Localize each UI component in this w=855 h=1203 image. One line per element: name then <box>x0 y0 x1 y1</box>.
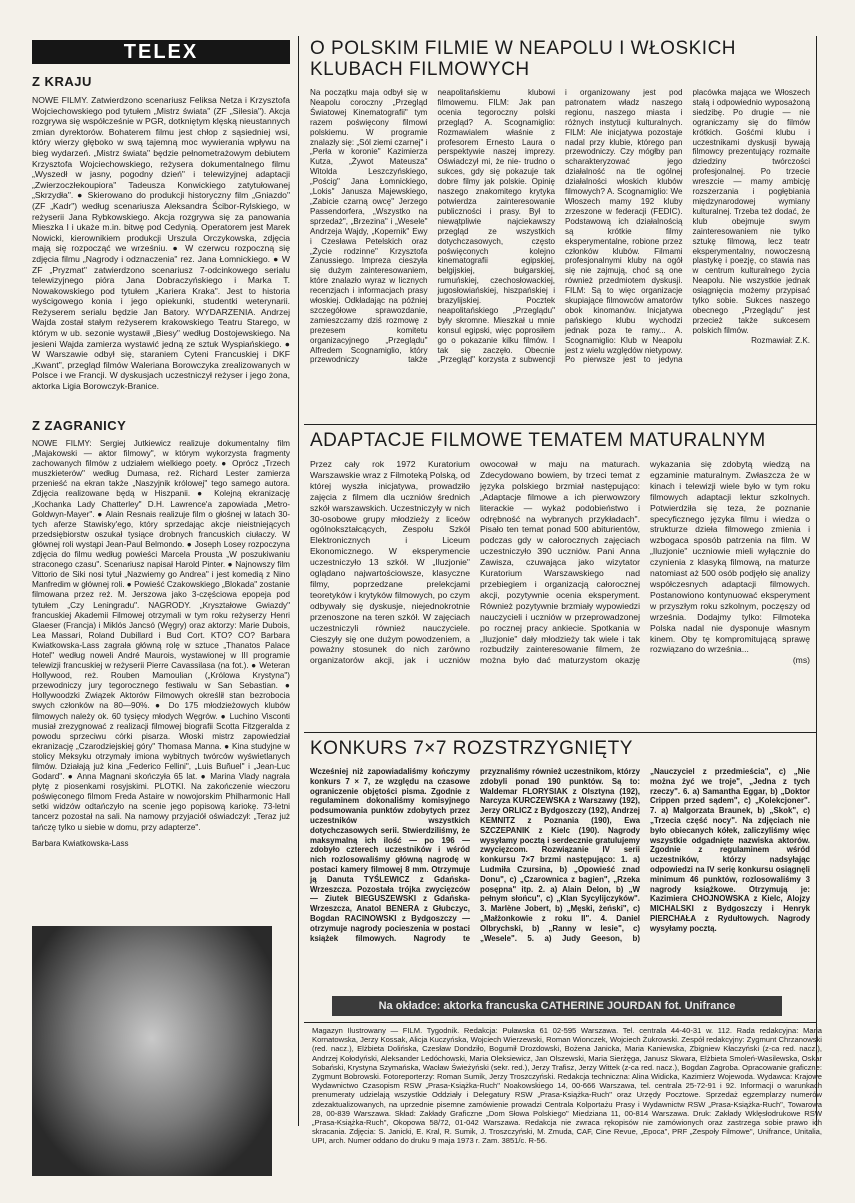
adaptacje-article <box>310 430 810 729</box>
cover-note: Na okładce: aktorka francuska CATHERINE JOURDAN fot. Unifrance <box>332 996 782 1016</box>
zagranicy-title: Z ZAGRANICY <box>32 418 127 433</box>
zagranicy-section <box>32 418 290 849</box>
adaptacje-body <box>310 459 810 729</box>
konkurs-title: KONKURS 7×7 ROZSTRZYGNIĘTY <box>310 738 633 759</box>
konkurs-article <box>310 738 810 977</box>
kraj-section <box>32 74 290 392</box>
actress-photo <box>32 926 272 1176</box>
magazine-page <box>22 36 822 1186</box>
divider-1 <box>304 424 816 425</box>
footer-text: Magazyn Ilustrowany — FILM. Tygodnik. Redakcja: Puławska 61 02-595 Warszawa. Tel. centrala 44-40-31 w. 112. Rada redakcyjna: Maria Kornatowska, Jerzy Kossak, Alicja Kuczyńska, Wojciech Wierzewski, Roman Wionczek, Wojciech Żukrowski. Zespół redakcyjny: Zygmunt Chrzanowski (red. nacz.), Elżbieta Dolińska, Czesław Dondziło, Bogumił Drozdowski, Bożena Janicka, Maria Kaniewska, Zbigniew Kłaczyński (z-ca red. nacz.), Andrzej Kołodyński, Aleksander Ledóchowski, Maria Oleksiewicz, Jan Olszewski, Maria Sierżęga, Janusz Skwara, Elżbieta Smoleń-Wasilewska, Oskar Sobański, Krystyna Szymańska, Wacław Świeżyński (sekr. red.), Jerzy Trafisz, Jerzy Wittek (z-ca red. nacz.), Bogdan Zagroba. Opracowanie graficzne: Zygmunt Bobrowski. Fotoreporterzy: Roman Sumik, Jerzy Troszczyński. Redakcja techniczna: Alina Widicka, Kazimierz Wojewoda. Wydawca: Krajowe Wydawnictwo Czasopism RSW „Prasa-Książka-Ruch" Noakowskiego 14, 00-666 Warszawa, tel. centrala 25-72-91 i 92. Informacji o warunkach prenumeraty udzielają wszystkie Oddziały i Delegatury RSW „Prasa-Książka-Ruch" oraz Urzędy Pocztowe. Sprzedaż egzemplarzy numerów zdezaktualizowanych, na uprzednie pisemne zamówienie prowadzi Centrala Kolportażu Prasy i Wydawnictw RSW „Prasa-Książka-Ruch", Towarowa 28, 00-839 Warszawa. Skład: Zakłady Graficzne „Dom Słowa Polskiego" Miedziana 11, 00-814 Warszawa. Druk: Zakłady Wklęsłodrukowe RSW „Prasa-Książka-Ruch", Okopowa 58/72, 01-042 Warszawa. Redakcja nie zwraca rękopisów nie zamówionych oraz zastrzega sobie prawo ich skracania. Zdjęcia: S. Janicki, E. Kral, R. Sumik, J. Troszczyński, M. Zmuda, CAF, Cine Revue, „Epoca", PRF „Zespoły Filmowe", Unifrance, Unitalia, UPI, arch. Numer oddano do druku 9 maja 1973 r. Zam. 3851/c. R-56. <box>312 1026 822 1146</box>
right-border <box>816 36 817 1126</box>
neapol-article <box>310 38 810 398</box>
neapol-sign: Rozmawiał: Z.K. <box>751 335 810 345</box>
column-divider <box>298 36 299 1126</box>
neapol-title: O POLSKIM FILMIE W NEAPOLU I WŁOSKICH KLUBACH FILMOWYCH <box>310 38 737 80</box>
neapol-text: Na początku maja odbył się w Neapolu coroczny „Przegląd Światowej Kinematografii" tym razem poświęcony filmowi polskiemu. W programie znalazły się: „Sól ziemi czarnej" i „Perła w koronie" Kazimierza Kutza, „Żywot Mateusza" Witolda Leszczyńskiego, „Pościg" Jana Łomnickiego, „Lokis" Janusza Majewskiego, „Zabicie czarną owcę" Jerzego Passendorfera, „Wszystko na sprzedaż", „Brzezina" i „Wesele" Andrzeja Wajdy, „Kopernik" Ewy i Czesława Petelskich oraz „Życie rodzinne" Krzysztofa Zanussiego. Impreza cieszyła się dużym zainteresowaniem, które znalazło wyraz w licznych recenzjach i informacjach prasy włoskiej. Odkładając na później szczegółowe sprawozdanie, zamieszczamy dziś rozmowę z prezesem komitetu organizacyjnego „Przeglądu" Alfredem Scognamiglio, który przewodniczy także neapolitańskiemu klubowi filmowemu. FILM: Jak pan ocenia tegoroczny polski przegląd? A. Scognamiglio: Rozmawialem właśnie z profesorem Ernesto Laura o perspektywie naszej imprezy. Oświadczył mi, że nie- trudno o sukces, gdy się pokazuje tak dobre filmy jak polskie. Opinię naszego znakomitego krytyka potwierdza zainteresowanie publiczności i prasy. Był to niewątpliwie najciekawszy przegląd ze wszystkich dotychczasowych, często poświęconych kolejno kinematografii egipskiej, belgijskiej, bułgarskiej, rumuńskiej, czechosłowackiej, jugosłowiańskiej, hiszpańskiej i brazylijskiej. Pocztek neapolitańskiego „Przeglądu" były skromne. Mieszkał u mnie konsul egipski, więc poprosiłem go o pokazanie kilku filmów. I tak się zaczęło. Obecnie „Przegląd" korzysta z subwencji i organizowany jest pod patronatem władz naszego regionu, naszego miasta i różnych instytucji kulturalnych. FILM: Ale inicjatywa pozostaje nadal przy klubie, którego pan przewodniczy. Czy mógłby pan scharakteryzować jego działalność na tle ogólnej działalności włoskich klubów filmowych? A. Scognamiglio: We Włoszech mamy 192 kluby zrzeszone w federacji (FEDIC). Podstawową ich działalnością są krótkie filmy eksperymentalne, robione przez członków klubów. Filmami profesjonalnymi kluby na ogół się nie zajmują, choć są one również przedmiotem dyskusji. FILM: Są to więc organizacje skupiające filmowców amatorów obok kinomanów. Inicjatywa pańskiego klubu wychodzi jednak poza te ramy... A. Scognamiglio: Klub w Neapolu jest z wielu względów nietypowy. Po pierwsze jest to jedyna placówka mająca we Włoszech stałą i odpowiednio wyposażoną siedzibę. Po drugie — nie ograniczamy się do filmów krótkich. Gośćmi klubu i uczestnikami dyskusji bywają filmowcy prezentujący rozmaite dziedziny twórczości profesjonalnej. Po trzecie wreszcie — mamy ambicję rozszerzania i pogłębiania międzynarodowej wymiany kulturalnej. Trzeba też dodać, że klub obejmuje swym zainteresowaniem nie tylko sztukę filmową, lecz teatr eksperymentalny, nowoczesną plastykę i poezję, co stawia nas w centrum kulturalnego życia Neapolu. Nie wszystkie jednak osiągnięcia możemy przypisać tylko sobie. Sukces naszego obecnego „Przeglądu" jest przecież także sukcesem polskich filmów. <box>310 88 810 365</box>
neapol-body <box>310 88 810 398</box>
adaptacje-sign: (ms) <box>792 655 810 666</box>
masthead-footer <box>312 1026 822 1146</box>
kraj-title: Z KRAJU <box>32 74 92 89</box>
adaptacje-title: ADAPTACJE FILMOWE TEMATEM MATURALNYM <box>310 430 766 451</box>
konkurs-body: Wcześniej niż zapowiadaliśmy kończymy konkurs 7 × 7, ze względu na czasowe ograniczenie objętości pisma. Zgodnie z regulaminem dokonaliśmy komisyjnego podsumowania punktów zdobytych przez uczestników wszystkich dotychczasowych serii. Stwierdziliśmy, że maksymalną ich ilość — po 196 — zdobyło czterech uczestników i wśród nich rozlosowaliśmy główną nagrodę w postaci kamery filmowej 8 mm. Otrzymuje ją Danuta TYŚLEWICZ z Gdańska-Wrzeszcza. Pozostała trójka zwycięzców — Ziutek BIEGUSZEWSKI z Gdańska-Wrzeszcza, Anatol BENERA z Głubczyc, Bogdan RACINOWSKI z Bydgoszczy — otrzymuje nagrody pocieszenia w postaci książek filmowych. Nagrody te przyznaliśmy również uczestnikom, którzy zdobyli ponad 190 punktów. Są to: Waldemar FLORYSIAK z Olsztyna (192), Narcyza KURCZEWSKA z Warszawy (192), Jerzy ORLICZ z Bydgoszczy (192), Andrzej KEMNITZ z Poznania (190), Ewa SZCZEPANIK z Kielc (190). Nagrody wysyłamy pocztą i serdecznie gratulujemy zwycięzcom. Rozwiązanie IV serii konkursu 7×7 brzmi następująco: 1. a) Ludmiła Czursina, b) „Opowieść znad Donu", c) „Czarownica z bagien", „Rzeka posępna" itp. 2. a) Alain Delon, b) „W pełnym słońcu", c) „Klan Sycylijczyków". 3. Marlène Jobert, b) „Męski, żeński", c) „Małżonkowie z roku II". 4. Daniel Olbrychski, b) „Ranny w lesie", c) „Wesele". 5. a) Judy Geeson, b) „Nauczyciel z przedmieścia", c) „Nie można żyć we troje", „Jedna z tych rzeczy". 6. a) Samantha Eggar, b) „Doktor Crippen przed sądem", c) „Kolekcjoner". 7. a) Malgorzata Braunek, b) „Skok", c) „Trzecia część nocy". Na zdjęciach nie było obiecanych kółek, zaliczyliśmy więc wszystkie odgadnięte nazwiska aktorów. Zgodnie z regulaminem wśród uczestników, którzy nadsyłając odpowiedzi na IV serię konkursu osiągnęli minimum 46 punktów, rozlosowaliśmy 3 nagrody książkowe. Otrzymują je: Kazimiera CHOJNOWSKA z Kielc, Alojzy MICHALSKI z Bydgoszczy i Henryk PIERCHAŁA z Rydułtowych. Nagrody wysyłamy pocztą. <box>310 767 810 943</box>
adaptacje-text: Przez cały rok 1972 Kuratorium Warszawskie wraz z Filmoteką Polską, od której wyszła inicjatywa, prowadziło zajęcia z filmem dla uczniów średnich szkół warszawskich. Uczestniczyły w nich 30-osobowe grupy młodzieży z liceów ogólnokształcących, Zespołu Szkół Elektronicznych i Liceum Ekonomicznego. W eksperymencie uczestniczyło 13 szkół. W „Iluzjonie" oglądano najwartościowsze, klasyczne filmy, poprzedzane prelekcjami teoretyków i krytyków filmowych, po czym odbywały się dyskusje, niejednokrotnie przenoszone na teren szkół. W zajęciach uczestniczyli również nauczyciele. Cieszyły się one dużym powodzeniem, a poważny stosunek do nich zarówno organizatorów akcji, jak i uczniów owocował w maju na maturach. Zdecydowano bowiem, by trzeci temat z języka polskiego brzmiał następująco: „Adaptacje filmowe a ich pierwowzory literackie — wykaż podobieństwo i odrębność na wybranych przykładach". Pisało ten temat ponad 500 abiturientów, podczas gdy w całorocznych zajęciach uczestniczyło 390 uczniów. Pani Anna Zawisza, czuwająca jako wizytator Kuratorium Warszawskiego nad przebiegiem i organizacją całorocznej akcji, pozytywnie ocenia eksperyment. Również pozytywnie brzmiały wypowiedzi nauczycieli i uczniów w przeprowadzonej po rocznej pracy ankiecie. Spotkania w „Iluzjonie" dały młodzieży tak wiele i tak rozbudziły zainteresowanie filmem, że można było dać maturzystom okazję wykazania się zdobytą wiedzą na egzaminie maturalnym. Zwłaszcza że w kinach i telewizji wiele było w tym roku filmowych adaptacji lektur szkolnych. Potwierdziła się teza, że poznanie specyficznego języka filmu i wiedza o strukturze dzieła filmowego zmienia i wzbogaca sposób patrzenia na film. W „Iluzjonie" uczniowie mieli wyłącznie do czynienia z klasyką filmową, na maturze natomiast aż 500 osób podjęło się analizy współczesnych adaptacji filmowych. Postanowiono kontynuować eksperyment w przyszłym roku szkolnym, poczęszy od września. Dodajmy tylko: Filmoteka Polska nadal nie dysponuje własnym kinem. Oby tę kompromitującą sprawę rozwiązano do września... <box>310 459 810 666</box>
kraj-body: NOWE FILMY. Zatwierdzono scenariusz Feliksa Netza i Krzysztofa Wojciechowskiego pod tytułem „Mistrz świata" (ZF „Silesia"). Akcja rozgrywa się współcześnie w PGR, dotkniętym klęską nieustannych zmian dyrektorów. Bohaterem filmu jest chłop z sąsiedniej wsi, który wierzy głęboko w swą tajemną moc wywierania wpływu na bieg wydarzeń. „Mistrz świata" będzie pełnometrażowym debiutem Krzysztofa Wojciechowskiego, reżysera dokumentalnego filmu „Wyszedł w jasny, pogodny dzień" i telewizyjnej adaptacji „Zwierzoczłekoupiora" Tadeusza Konwickiego zatytułowanej „Skrzydła". ● Skierowano do produkcji historyczny film „Gniazdo" (ZF „Kadr") według scenariusza Aleksandra Ścibor-Rylskiego, w reżyserii Jana Rybkowskiego. Akcja rozgrywa się za panowania Mieszka I i ukaże m.in. bitwę pod Cedynią. Operatorem jest Marek Nowicki, kierownikiem produkcji Urszula Orczykowska, zdjęcia mają się rozpocząć we wrześniu. ● W czerwcu rozpoczną się zdjęcia filmu „Nagrody i odznaczenia" rez. Jana Łomnickiego. ● W ZF „Pryzmat" zatwierdzono scenariusz 7-odcinkowego serialu telewizyjnego pióra Jana Dobraczyńskiego i Marka T. Nowakowskiego pod tytułem „Kariera Kraka". Jest to historia wyścigowego konia i jego opiekunki, studentki weterynarii. Reżyserem serialu będzie Jan Batory. WYDARZENIA. Andrzej Wajda został stałym reżyserem krakowskiego Teatru Starego, w którym w ub. sezonie wystawił „Biesy" według Dostojewskiego. Na jesieni Wajda zamierza wystawić jedną ze sztuk Wyspiańskiego. ● W Warszawie odbył się, staraniem Cyteni Francuskiej i DKF „Kwant", przegląd filmów Waleriana Borowczyka zrealizowanych w Polsce i we Francji. W dyskusjach uczestniczył reżyser i jego żona, aktorka Ligia Borowczyk-Branice. <box>32 95 290 392</box>
divider-2 <box>304 732 816 733</box>
divider-3 <box>304 1022 816 1023</box>
photo-caption: Barbara Kwiatkowska-Lass <box>32 838 129 848</box>
telex-header: TELEX <box>32 40 290 64</box>
zagranicy-body: NOWE FILMY: Sergiej Jutkiewicz realizuje dokumentalny film „Majakowski — aktor filmowy", w którym wykorzysta fragmenty zachowanych filmów z udziałem wielkiego poety. ● Oprócz „Trzech muszkieterów" według Dumasa, reż. Richard Lester zamierza przenieść na ekran także „Naszyjnik królowej" tego samego autora. Zdjęcia realizowane będą w Hiszpanii. ● Kolejną ekranizację „Kochanka Lady Chatterley" D.H. Lawrence'a zapowiada „Metro-Goldwyn-Mayer". ● Alain Resnais realizuje film o głośnej w latach 30-tych aferze Stawisky'ego, który sprzedając akcje nieistniejących przedsiębiorstw oszukał tysiące drobnych francuskich ciułaczy. W głównej roli wystąpi Jean-Paul Belmondo. ● Joseph Losey rozpoczyna zdjęcia do filmu według powieści Marcela Prousta „W poszukiwaniu straconego czasu". Scenariusz napisał Harold Pinter. ● Najnowszy film Vittorio de Siki nosi tytuł „Nazwiemy go Andrea" i jest komedią z Nino Manfredim w głównej roli. ● Powieść Czakowskiego „Blokada" zostanie filmowana przez reż. M. Jerszowa jako 3-częściowa epopeja pod tytułem „Czy Leningradu". NAGRODY. „Kryształowe Gwiazdy" francuskiej Akademii Filmowej otrzymali w tym roku reżyserzy Henri Glaeser (Francja) i Miklós Jancsó (Węgry) oraz aktorzy: Marie Dubois, Lea Massari, Roland Dubillard i Bud Cort. KTO? CO? Barbara Kwiatkowska-Lass zagrała główną rolę w sztuce „Thanatos Palace Hotel" według noweli André Maurois, wystawionej w III programie telewizji francuskiej w reżyserii Pierre Cavassilasa (na fot.). ● Weteran Hollywood, reż. Rouben Mamoulian („Królowa Krystyna") przewodniczy jury tegorocznego festiwalu w San Sebastian. ● Hollywoodzki Związek Aktorów Filmowych określił stan bezrobocia swych członków na 80—90%. ● Do 175 młodzieżowych klubów filmowych należy ok. 60 tysięcy młodych Węgrów. ● Luchino Visconti musiał zrezygnować z realizacji filmowej biografii Scotta Fitzgeralda z powodu sprzeciwu córki pisarza. Włoski mistrz zapowiedział ekranizację „Czarodziejskiej góry" Thomasa Manna. ● Kina studyjne w stolicy Meksyku otrzymały imiona wybitnych twórców wyświetlanych filmów. Działają już kina „Federico Fellini", „Luis Buñuel" i „Jean-Luc Godard". ● Anna Magnani skończyła 65 lat. ● Marina Vlady nagrała płytę z piosenkami rosyjskimi. PLOTKI. Na zakończenie wieczoru poświęconego filmom Freda Astaire w nowojorskim Philharmonic Hall setki widzów odtańczyło na scenie jego popisową kariokę. 73-letni tancerz pozostał na sali. Na namowy przyjaciół oświadczył: „Teraz już tańczę tylko u siebie w domu, przy adapterze". <box>32 439 290 832</box>
